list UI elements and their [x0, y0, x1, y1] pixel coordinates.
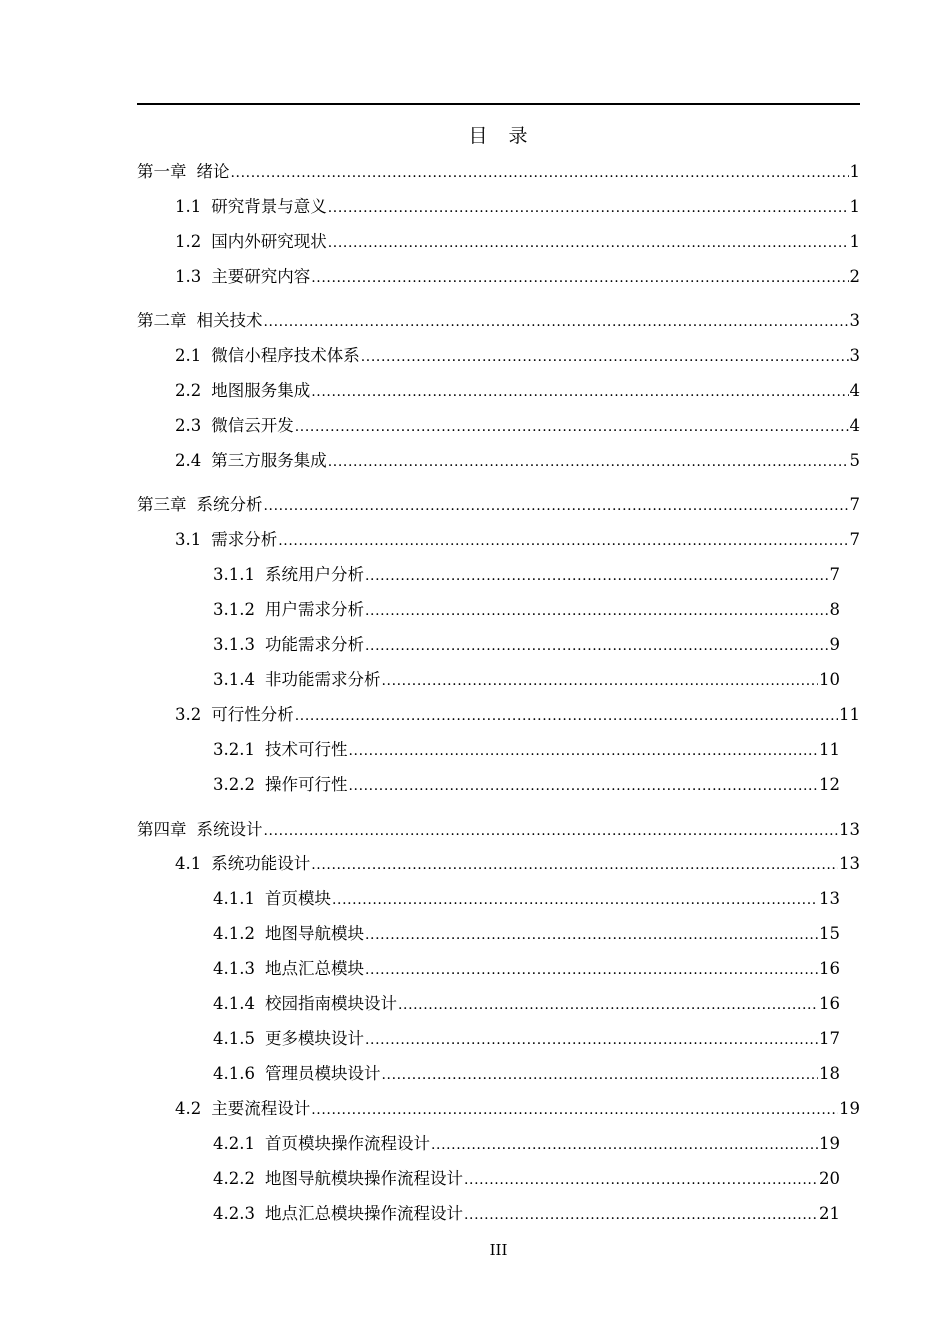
page-number: III [489, 1241, 508, 1259]
toc-entry[interactable] [213, 1027, 840, 1051]
toc-entry[interactable] [175, 852, 860, 876]
toc-entry-number: 3.2.2 [213, 775, 255, 794]
toc-entry-page: 7 [849, 530, 860, 549]
toc-entry[interactable] [213, 633, 840, 657]
toc-entry[interactable] [213, 1132, 840, 1156]
toc-entry-page: 13 [839, 820, 860, 839]
toc-entry-title: 国内外研究现状 [211, 232, 327, 251]
toc-entry-title: 校园指南模块设计 [264, 994, 397, 1013]
toc-entry-number: 1.3 [175, 267, 202, 286]
dot-leader [361, 344, 849, 368]
toc-entry-title: 系统用户分析 [264, 565, 364, 584]
toc-entry-title: 地图导航模块操作流程设计 [264, 1169, 463, 1188]
toc-entry-title: 操作可行性 [264, 775, 348, 794]
toc-entry-page: 11 [839, 705, 860, 724]
dot-leader [231, 160, 849, 184]
toc-entry-number: 第二章 [137, 311, 187, 330]
toc-entry-title: 技术可行性 [264, 740, 348, 759]
toc-entry-page: 2 [849, 267, 860, 286]
toc-entry-title: 绪论 [196, 162, 230, 181]
toc-entry[interactable] [137, 493, 860, 517]
toc-entry[interactable] [175, 265, 860, 289]
toc-entry[interactable] [137, 160, 860, 184]
toc-entry[interactable] [213, 992, 840, 1016]
toc-entry-page: 13 [819, 889, 840, 908]
toc-entry-number: 4.1.4 [213, 994, 255, 1013]
toc-entry-page: 7 [829, 565, 840, 584]
toc-entry-page: 1 [849, 197, 860, 216]
dot-leader [328, 195, 849, 219]
toc-entry[interactable] [213, 668, 840, 692]
dot-leader [311, 379, 848, 403]
toc-entry-title: 管理员模块设计 [264, 1064, 381, 1083]
dot-leader [365, 957, 818, 981]
toc-entry-number: 4.2.1 [213, 1134, 255, 1153]
toc-entry-page: 21 [819, 1204, 840, 1223]
toc-entry-page: 19 [839, 1099, 860, 1118]
toc-entry-number: 第一章 [137, 162, 187, 181]
toc-entry-number: 4.1.3 [213, 959, 255, 978]
toc-entry-number: 1.2 [175, 232, 202, 251]
toc-entry-number: 4.2.3 [213, 1204, 255, 1223]
dot-leader [398, 992, 818, 1016]
toc-entry-number: 3.1.4 [213, 670, 255, 689]
toc-entry-title: 非功能需求分析 [264, 670, 381, 689]
toc-entry-number: 3.2 [175, 705, 202, 724]
dot-leader [365, 1027, 818, 1051]
dot-leader [295, 703, 838, 727]
toc-entry[interactable] [213, 598, 840, 622]
dot-leader [348, 738, 818, 762]
header-rule [137, 103, 860, 105]
toc-entry-title: 微信小程序技术体系 [211, 346, 360, 365]
dot-leader [365, 633, 829, 657]
toc-entry-number: 4.2 [175, 1099, 202, 1118]
toc-entry-page: 19 [819, 1134, 840, 1153]
toc-entry-title: 地图导航模块 [264, 924, 364, 943]
toc-entry-page: 15 [819, 924, 840, 943]
toc-entry-title: 系统分析 [196, 495, 263, 514]
toc-entry[interactable] [175, 230, 860, 254]
toc-entry-page: 12 [819, 775, 840, 794]
toc-entry-number: 3.2.1 [213, 740, 255, 759]
toc-entry-title: 首页模块操作流程设计 [264, 1134, 430, 1153]
toc-entry-page: 8 [829, 600, 840, 619]
toc-entry-title: 微信云开发 [211, 416, 294, 435]
toc-entry-title: 系统设计 [196, 820, 263, 839]
toc-entry[interactable] [175, 195, 860, 219]
toc-entry-number: 4.1 [175, 854, 202, 873]
toc-entry-title: 地点汇总模块 [264, 959, 364, 978]
toc-entry-page: 3 [849, 311, 860, 330]
toc-entry-number: 第三章 [137, 495, 187, 514]
toc-entry-number: 3.1.2 [213, 600, 255, 619]
toc-entry-title: 研究背景与意义 [211, 197, 327, 216]
toc-entry-number: 第四章 [137, 820, 187, 839]
toc-entry-title: 第三方服务集成 [211, 451, 327, 470]
toc-entry[interactable] [213, 773, 840, 797]
toc-entry[interactable] [137, 309, 860, 333]
toc-entry-title: 主要流程设计 [211, 1099, 311, 1118]
toc-entry-number: 4.1.2 [213, 924, 255, 943]
dot-leader [348, 773, 818, 797]
toc-entry-title: 用户需求分析 [264, 600, 364, 619]
dot-leader [264, 818, 839, 842]
toc-entry-page: 13 [839, 854, 860, 873]
toc-entry[interactable] [213, 1167, 840, 1191]
toc-entry-number: 4.1.6 [213, 1064, 255, 1083]
toc-entry[interactable] [213, 563, 840, 587]
toc-entry-number: 2.2 [175, 381, 202, 400]
toc-entry-number: 4.1.1 [213, 889, 255, 908]
dot-leader [381, 1062, 818, 1086]
toc-entry-page: 11 [819, 740, 840, 759]
toc-entry-number: 2.1 [175, 346, 202, 365]
toc-entry[interactable] [213, 957, 840, 981]
toc-entry[interactable] [175, 703, 860, 727]
toc-entry-page: 20 [819, 1169, 840, 1188]
toc-entry[interactable] [175, 344, 860, 368]
toc-entry-title: 地点汇总模块操作流程设计 [264, 1204, 463, 1223]
toc-entry-title: 地图服务集成 [211, 381, 311, 400]
toc-entry[interactable] [213, 1062, 840, 1086]
toc-entry-page: 7 [849, 495, 860, 514]
toc-entry-page: 3 [849, 346, 860, 365]
dot-leader [365, 563, 829, 587]
toc-entry-page: 4 [849, 416, 860, 435]
dot-leader [311, 852, 838, 876]
toc-entry-title: 更多模块设计 [264, 1029, 364, 1048]
toc-entry[interactable] [213, 922, 840, 946]
toc-entry[interactable] [213, 1202, 840, 1226]
toc-entry-page: 10 [819, 670, 840, 689]
toc-entry-page: 1 [849, 162, 860, 181]
toc-entry-number: 2.4 [175, 451, 202, 470]
dot-leader [464, 1167, 818, 1191]
toc-entry[interactable] [175, 414, 860, 438]
toc-entry-number: 4.2.2 [213, 1169, 255, 1188]
toc-entry[interactable] [213, 738, 840, 762]
toc-entry-title: 相关技术 [196, 311, 263, 330]
dot-leader [464, 1202, 818, 1226]
toc-entry-title: 需求分析 [211, 530, 278, 549]
toc-entry-page: 4 [849, 381, 860, 400]
dot-leader [332, 887, 818, 911]
toc-entry-page: 18 [819, 1064, 840, 1083]
toc-entry-page: 5 [849, 451, 860, 470]
dot-leader [365, 598, 829, 622]
toc-entry-title: 系统功能设计 [211, 854, 311, 873]
toc-entry[interactable] [175, 449, 860, 473]
dot-leader [431, 1132, 818, 1156]
toc-entry[interactable] [175, 1097, 860, 1121]
toc-entry-number: 1.1 [175, 197, 202, 216]
toc-entry-number: 2.3 [175, 416, 202, 435]
toc-entry-title: 主要研究内容 [211, 267, 311, 286]
dot-leader [278, 528, 848, 552]
toc-entry-page: 17 [819, 1029, 840, 1048]
dot-leader [311, 1097, 838, 1121]
toc-entry-title: 首页模块 [264, 889, 331, 908]
toc-title: 目 录 [468, 125, 529, 147]
dot-leader [264, 493, 849, 517]
dot-leader [328, 230, 849, 254]
dot-leader [295, 414, 849, 438]
dot-leader [264, 309, 849, 333]
toc-entry-number: 3.1 [175, 530, 202, 549]
toc-entry-page: 1 [849, 232, 860, 251]
toc-entry[interactable] [213, 887, 840, 911]
toc-entry-title: 可行性分析 [211, 705, 294, 724]
toc-entry[interactable] [137, 818, 860, 842]
toc-entry-number: 4.1.5 [213, 1029, 255, 1048]
dot-leader [328, 449, 849, 473]
toc-entry-title: 功能需求分析 [264, 635, 364, 654]
dot-leader [381, 668, 818, 692]
toc-entry-number: 3.1.1 [213, 565, 255, 584]
toc-entry-page: 16 [819, 959, 840, 978]
dot-leader [365, 922, 818, 946]
toc-entry[interactable] [175, 528, 860, 552]
toc-entry-page: 16 [819, 994, 840, 1013]
toc-entry[interactable] [175, 379, 860, 403]
toc-entry-page: 9 [829, 635, 840, 654]
toc-entry-number: 3.1.3 [213, 635, 255, 654]
dot-leader [311, 265, 848, 289]
